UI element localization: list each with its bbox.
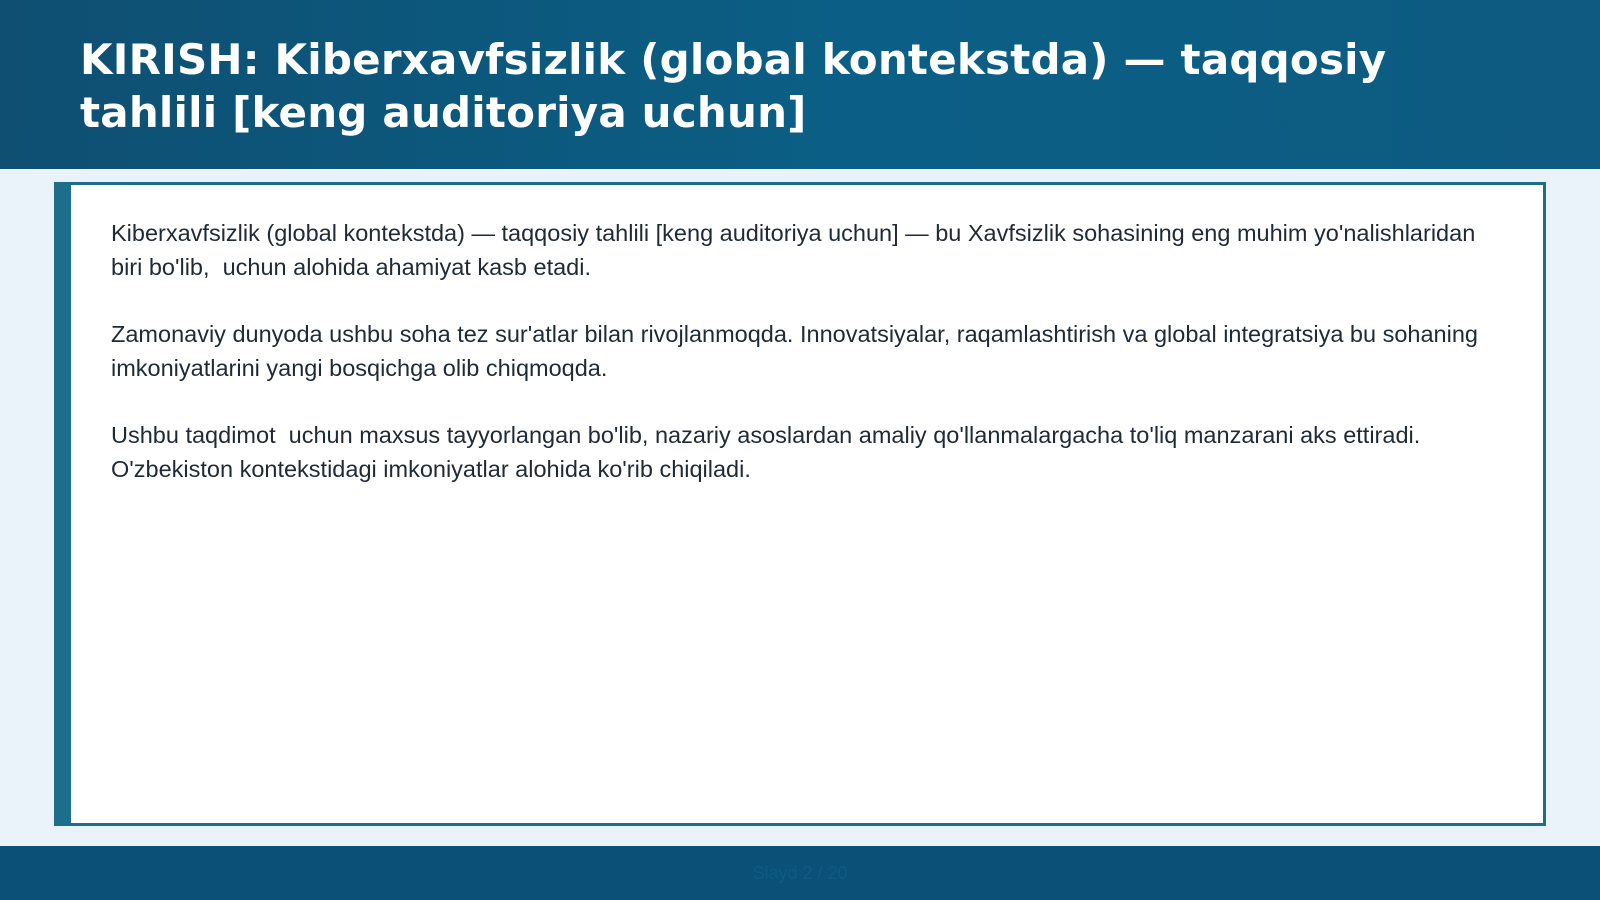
context-paragraph: Zamonaviy dunyoda ushbu soha tez sur'atlar bilan rivojlanmoqda. Innovatsiyalar, raqamlashtirish va global integratsiya bu sohaning imkoniyatlarini yangi bosqichga olib chiqmoqda. [111,321,1485,381]
intro-paragraph: Kiberxavfsizlik (global kontekstda) — taqqosiy tahlili [keng auditoriya uchun] — bu Xavfsizlik sohasining eng muhim yo'nalishlaridan biri bo'lib, uchun alohida ahamiyat kasb etadi. [111,220,1482,280]
slide-header [0,0,1600,169]
slide-footer [0,846,1600,900]
slide-title: KIRISH: Kiberxavfsizlik (global kontekstda) — taqqosiy tahlili [keng auditoriya uchun] [80,35,1387,137]
slide-number: Slayd 2 / 20 [752,862,848,883]
content-card [54,182,1546,826]
purpose-paragraph: Ushbu taqdimot uchun maxsus tayyorlangan bo'lib, nazariy asoslardan amaliy qo'llanmalargacha to'liq manzarani aks ettiradi. O'zbekiston kontekstidagi imkoniyatlar alohida ko'rib chiqiladi. [111,422,1427,482]
